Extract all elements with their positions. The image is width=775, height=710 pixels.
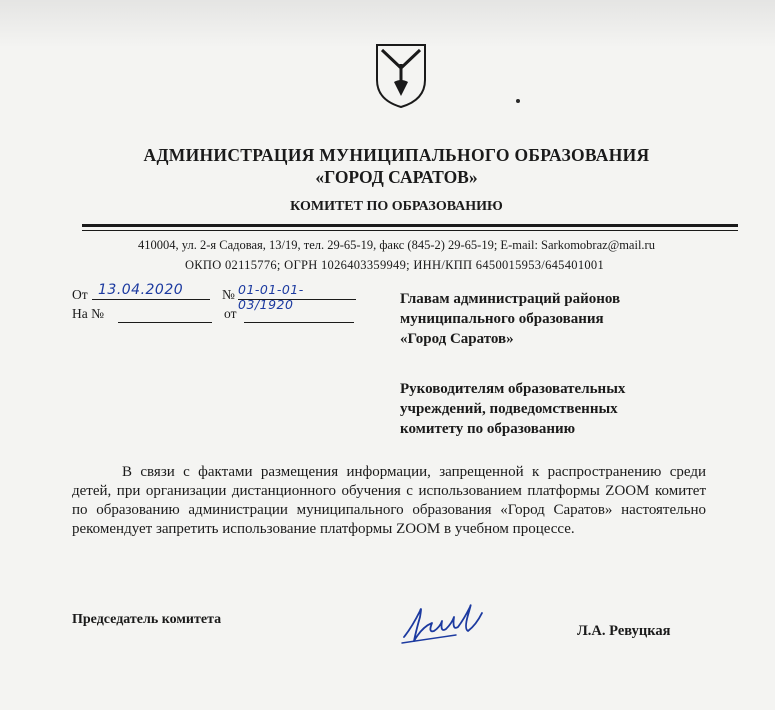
letter-body: [72, 463, 706, 539]
reference-field: [118, 308, 212, 323]
from-date-value: 13.04.2020: [98, 282, 184, 298]
header-rule-thin: [82, 230, 738, 231]
number-label: №: [222, 287, 235, 302]
recipient-line: Руководителям образовательных: [400, 381, 626, 397]
from-label: От: [72, 287, 88, 302]
contact-address: 410004, ул. 2-я Садовая, 13/19, тел. 29-65-19, факс (845-2) 29-65-19; E-mail: Sarkomobraz@mail.ru: [138, 238, 655, 252]
reference-label: На №: [72, 306, 104, 321]
recipient-line: «Город Саратов»: [400, 331, 514, 347]
reference-from-field: [244, 308, 354, 323]
org-title-line1: АДМИНИСТРАЦИЯ МУНИЦИПАЛЬНОГО ОБРАЗОВАНИЯ: [143, 145, 650, 165]
department-title: КОМИТЕТ ПО ОБРАЗОВАНИЮ: [290, 199, 503, 214]
coat-of-arms-icon: [372, 42, 430, 110]
header-rule-thick: [82, 224, 738, 227]
reference-from-label: от: [224, 306, 237, 321]
scan-speck: [516, 99, 520, 103]
recipient-group-1: [400, 289, 730, 349]
recipient-group-2: [400, 379, 730, 439]
handwritten-signature: [398, 597, 508, 649]
recipient-line: учреждений, подведомственных: [400, 401, 618, 417]
signatory-name: Л.А. Ревуцкая: [577, 623, 671, 639]
org-title-line2: «ГОРОД САРАТОВ»: [315, 167, 478, 187]
registry-codes: ОКПО 02115776; ОГРН 1026403359949; ИНН/КПП 6450015953/645401001: [184, 258, 605, 272]
scan-shadow: [0, 0, 775, 48]
recipient-line: комитету по образованию: [400, 421, 576, 437]
number-value: 01-01-01-03/1920: [238, 282, 304, 312]
number-field: [238, 282, 356, 312]
from-date-field: [92, 282, 210, 300]
recipient-line: Главам администраций районов: [400, 291, 621, 307]
signatory-title: Председатель комитета: [72, 612, 222, 627]
recipient-line: муниципального образования: [400, 311, 604, 327]
body-paragraph: В связи с фактами размещения информации, запрещенной к распространению среди детей, при организации дистанционного обучения с использованием платформы ZOOM комитет по образованию администрации муниципального образования «Город Саратов» настоятельно рекомендует запретить использование платформы ZOOM в учебном процессе.: [72, 464, 706, 537]
